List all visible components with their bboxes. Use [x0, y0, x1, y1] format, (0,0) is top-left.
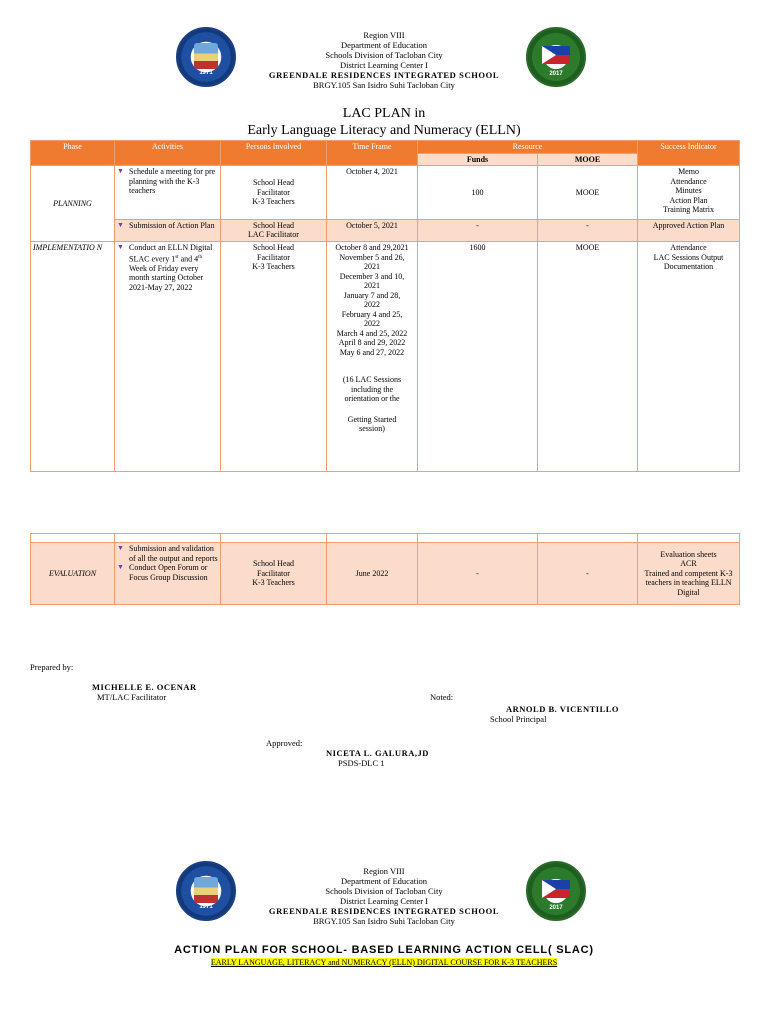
header-persons: Persons Involved [221, 141, 327, 166]
header-division: Schools Division of Tacloban City [325, 886, 443, 896]
persons-cell: School Head Facilitator K-3 Teachers [221, 543, 327, 605]
header-district: District Learning Center I [339, 60, 429, 70]
mooe-cell: MOOE [538, 242, 638, 472]
bullet-icon: ▼ [117, 563, 124, 571]
division-seal-icon: 1971 [176, 27, 236, 87]
time-cell: October 4, 2021 [327, 166, 418, 220]
letterhead [0, 866, 768, 926]
evaluation-table [30, 533, 740, 605]
approved-role: PSDS-DLC 1 [338, 758, 385, 768]
persons-cell: School Head LAC Facilitator [221, 219, 327, 241]
school-seal-icon: 2017 [526, 861, 586, 921]
activity-cell: ▼ Schedule a meeting for pre planning with the K-3 teachers [115, 166, 221, 220]
persons-cell: School Head Facilitator K-3 Teachers [221, 166, 327, 220]
funds-cell: - [418, 543, 538, 605]
mooe-cell: MOOE [538, 166, 638, 220]
phase-evaluation: EVALUATION [31, 543, 115, 605]
noted-block [490, 704, 620, 724]
slac-heading: ACTION PLAN FOR SCHOOL- BASED LEARNING ACTION CELL( SLAC) [174, 944, 594, 956]
persons-cell: School Head Facilitator K-3 Teachers [221, 242, 327, 472]
table-row [31, 166, 740, 220]
page-title [0, 105, 768, 139]
bullet-icon: ▼ [117, 243, 124, 251]
approved-label: Approved: [266, 738, 303, 748]
division-seal-icon: 1971 [176, 861, 236, 921]
title-line-1: LAC PLAN in [342, 106, 426, 121]
table-header-row [31, 141, 740, 154]
mooe-cell: - [538, 219, 638, 241]
activity-cell: ▼ Conduct an ELLN Digital SLAC every 1st and 4th Week of Friday every month starting October 2021-May 27, 2022 [115, 242, 221, 472]
funds-cell: 1600 [418, 242, 538, 472]
phase-implementation: IMPLEMENTATIO N [31, 242, 115, 472]
header-resource: Resource [418, 141, 638, 154]
activity-cell: ▼ Submission of Action Plan [115, 219, 221, 241]
time-cell: June 2022 [327, 543, 418, 605]
table-row [31, 219, 740, 241]
table-row [31, 242, 740, 472]
school-seal-icon: 2017 [526, 27, 586, 87]
phase-planning: PLANNING [31, 166, 115, 242]
mooe-cell: - [538, 543, 638, 605]
success-cell: Attendance LAC Sessions Output Documentation [638, 242, 740, 472]
table-row [31, 543, 740, 605]
lac-plan-table [30, 140, 740, 472]
header-phase: Phase [31, 141, 115, 166]
time-cell: October 5, 2021 [327, 219, 418, 241]
header-mooe: MOOE [538, 153, 638, 166]
header-address: BRGY.105 San Isidro Suhi Tacloban City [313, 80, 455, 90]
approved-name: NICETA L. GALURA,JD [326, 748, 429, 758]
header-school-name: GREENDALE RESIDENCES INTEGRATED SCHOOL [268, 906, 500, 916]
header-activities: Activities [115, 141, 221, 166]
activity-cell: ▼ Submission and validation of all the output and reports ▼ Conduct Open Forum or Focus Group Discussion [115, 543, 221, 605]
prepared-by-label: Prepared by: [30, 662, 74, 672]
success-cell: Approved Action Plan [638, 219, 740, 241]
header-department: Department of Education [341, 40, 427, 50]
header-funds: Funds [418, 153, 538, 166]
noted-role: School Principal [490, 714, 547, 724]
elln-subheading: EARLY LANGUAGE, LITERACY and NUMERACY (ELLN) DIGITAL COURSE FOR K-3 TEACHERS [210, 958, 558, 967]
header-time-frame: Time Frame [327, 141, 418, 166]
header-division: Schools Division of Tacloban City [325, 50, 443, 60]
funds-cell: 100 [418, 166, 538, 220]
success-cell: Evaluation sheets ACR Trained and competent K-3 teachers in teaching ELLN Digital [638, 543, 740, 605]
header-success: Success Indicator [638, 141, 740, 166]
header-region: Region VIII [363, 866, 405, 876]
header-district: District Learning Center I [339, 896, 429, 906]
title-line-2: Early Language Literacy and Numeracy (ELLN) [247, 123, 521, 138]
header-school-name: GREENDALE RESIDENCES INTEGRATED SCHOOL [268, 70, 500, 80]
header-department: Department of Education [341, 876, 427, 886]
success-cell: Memo Attendance Minutes Action Plan Training Matrix [638, 166, 740, 220]
table-row [31, 534, 740, 543]
prepared-by-role: MT/LAC Facilitator [97, 692, 167, 702]
bullet-icon: ▼ [117, 220, 124, 229]
noted-name: ARNOLD B. VICENTILLO [506, 704, 620, 714]
header-address: BRGY.105 San Isidro Suhi Tacloban City [313, 916, 455, 926]
header-region: Region VIII [363, 30, 405, 40]
bullet-icon: ▼ [117, 167, 124, 175]
letterhead [0, 30, 768, 90]
noted-label: Noted: [430, 692, 454, 702]
prepared-by-name: MICHELLE E. OCENAR [92, 682, 197, 692]
time-cell: October 8 and 29,2021 November 5 and 26, 2021 December 3 and 10, 2021 January 7 and 28, 2022 February 4 and 25, 2022 March 4 and 25, 2022 April 8 and 29, 2022 May 6 and 27, 2022 (16 LAC Sessions including the orientation or the Getting Started session) [327, 242, 418, 472]
prepared-by-block [92, 682, 197, 702]
approved-block [326, 748, 429, 768]
funds-cell: - [418, 219, 538, 241]
bullet-icon: ▼ [117, 544, 124, 552]
